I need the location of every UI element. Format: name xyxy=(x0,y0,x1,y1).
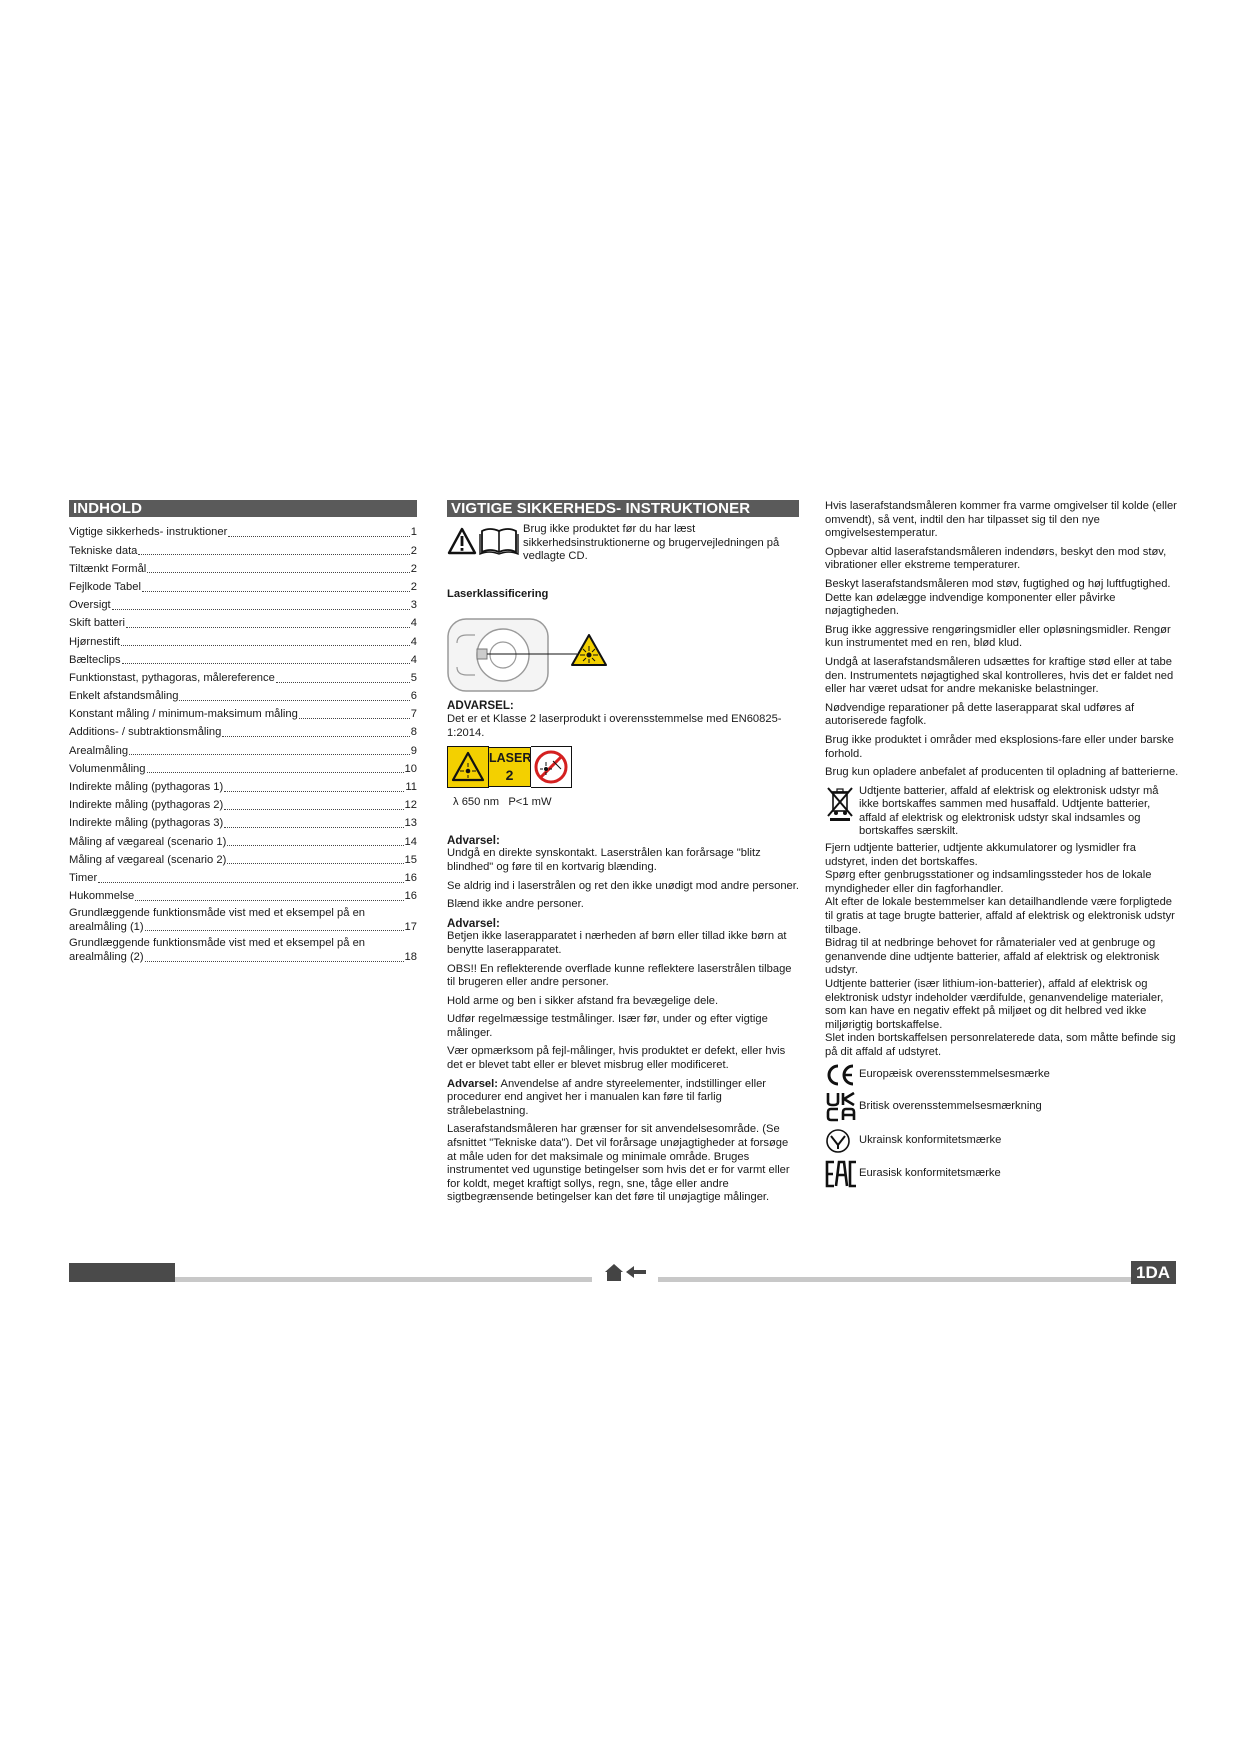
toc-item-page: 11 xyxy=(405,781,417,794)
toc-item[interactable] xyxy=(69,907,417,934)
toc-item-title: Hukommelse xyxy=(69,890,135,903)
toc-item-page: 6 xyxy=(410,690,417,703)
toc-item[interactable] xyxy=(69,798,417,813)
paragraph-blind: Blænd ikke andre personer. xyxy=(447,898,584,911)
eac-mark-label: Eurasisk konformitetsmærke xyxy=(859,1166,1001,1179)
paragraph-arms: Hold arme og ben i sikker afstand fra bevægelige dele. xyxy=(447,994,719,1007)
toc-item[interactable] xyxy=(69,652,417,667)
toc-item[interactable] xyxy=(69,871,417,886)
ukca-mark-icon xyxy=(825,1092,859,1122)
toc-item[interactable] xyxy=(69,743,417,758)
paragraph-faulty: Vær opmærksom på fejl-målinger, hvis produktet er defekt, eller hvis det er blevet tabt eller er blevet misbrug eller modificeret. xyxy=(447,1045,786,1072)
paragraph-moisture: Beskyt laserafstandsmåleren mod støv, fugtighed og høj luftfugtighed. Dette kan ødelægge indvendige komponenter eller påvirke nøjagtigheden. xyxy=(825,577,1171,618)
no-direct-view-icon xyxy=(531,746,572,788)
toc-leader xyxy=(299,718,410,719)
toc-leader xyxy=(145,930,404,931)
toc-leader xyxy=(112,609,410,610)
toc-item-page: 10 xyxy=(404,762,417,775)
toc-leader xyxy=(228,536,409,537)
paragraph-repairs: Nødvendige reparationer på dette laserapparat skal udføres af autoriserede fagfolk. xyxy=(825,701,1135,728)
home-back-icon[interactable] xyxy=(604,1262,648,1283)
ukrainian-conformity-icon xyxy=(825,1128,859,1154)
paragraph-cleaning: Brug ikke aggressive rengøringsmidler eller opløsningsmidler. Rengør kun instrumentet med en ren, blød klud. xyxy=(825,623,1171,650)
toc-item-page: 4 xyxy=(410,617,417,630)
toc-item-title-line1: Grundlæggende funktionsmåde vist med et eksempel på en xyxy=(69,937,366,950)
paragraph-remove-batteries: Fjern udtjente batterier, udtjente akkumulatorer og lysmidler fra udstyret, inden det bortskaffes. xyxy=(825,842,1136,868)
paragraph-temperature: Hvis laserafstandsmåleren kommer fra varme omgivelser til kolde (eller omvendt), så vent, indtil den har tilpasset sig til den nye omgivelsestemperatur. xyxy=(825,500,1177,540)
toc-item-title: Oversigt xyxy=(69,599,111,612)
care-disposal-column xyxy=(825,500,1180,1194)
toc-leader xyxy=(224,827,403,828)
toc-item-title-line2: arealmåling (1) xyxy=(69,920,144,933)
toc-item-page: 16 xyxy=(404,890,417,903)
eac-mark-row xyxy=(825,1160,1180,1188)
toc-item[interactable] xyxy=(69,725,417,740)
toc-item-page: 16 xyxy=(404,871,417,884)
toc-heading: INDHOLD xyxy=(69,500,417,517)
paragraph-raw-materials: Bidrag til at nedbringe behovet for råmaterialer ved at genbruge og genanvende dine udtjente batterier, affald af elektrisk og elektronisk udstyr. xyxy=(825,937,1160,977)
safety-heading: VIGTIGE SIKKERHEDS- INSTRUKTIONER xyxy=(447,500,799,517)
paragraph-retailers: Alt efter de lokale bestemmelser kan detailhandlende være forpligtede til gratis at tage brugte batterier, affald af elektrisk og elektronisk udstyr tilbage. xyxy=(825,896,1175,936)
warning-3 xyxy=(447,1078,799,1119)
eac-mark-icon xyxy=(825,1160,859,1188)
toc-item-title: Additions- / subtraktionsmåling xyxy=(69,726,222,739)
toc-item-page: 1 xyxy=(410,526,417,539)
toc-leader xyxy=(276,682,410,683)
toc-item-page: 14 xyxy=(404,835,417,848)
toc-item-page: 3 xyxy=(410,599,417,612)
toc-item-title: Volumenmåling xyxy=(69,762,146,775)
toc-item[interactable] xyxy=(69,780,417,795)
toc-leader xyxy=(121,645,410,646)
warning-3-text: Anvendelse af andre styreelementer, indstillinger eller procedurer end angivet her i manualen kan føre til farlig strålebelastning. xyxy=(447,1077,767,1117)
advarsel-text: Det er et Klasse 2 laserprodukt i overensstemmelse med EN60825-1:2014. xyxy=(447,712,782,739)
toc-item-title: Bælteclips xyxy=(69,653,121,666)
toc-item[interactable] xyxy=(69,889,417,904)
toc-item[interactable] xyxy=(69,598,417,613)
toc-leader xyxy=(224,791,404,792)
toc-item-page: 2 xyxy=(410,544,417,557)
toc-item[interactable] xyxy=(69,671,417,686)
laser-class-label xyxy=(447,746,799,788)
laser-device-illustration xyxy=(447,613,607,695)
toc-item[interactable] xyxy=(69,543,417,558)
paragraph-shock: Undgå at laserafstandsmåleren udsættes for kraftige stød eller at tabe den. Instrumentets nøjagtighed skal kontrolleres, hvis det er faldet ned eller har været udsat for andre mekaniske belastninger. xyxy=(825,655,1174,696)
toc-item-title: Indirekte måling (pythagoras 1) xyxy=(69,781,224,794)
laser-device-figure xyxy=(447,613,799,695)
toc-item-title: Konstant måling / minimum-maksimum måling xyxy=(69,708,298,721)
ukca-mark-label: Britisk overensstemmelsesmærkning xyxy=(859,1099,1042,1112)
toc-leader xyxy=(227,863,403,864)
weee-text: Udtjente batterier, affald af elektrisk og elektronisk udstyr må ikke bortskaffes sammen med husaffald. Udtjente batterier, affald af elektrisk og elektronisk udstyr skal indsamles og bortskaffes særskilt. xyxy=(859,784,1159,838)
toc-item[interactable] xyxy=(69,761,417,776)
toc-item-page: 4 xyxy=(410,653,417,666)
ce-mark-row xyxy=(825,1064,1180,1086)
paragraph-recycling: Spørg efter genbrugsstationer og indsamlingssteder hos de lokale myndigheder eller din fagforhandler. xyxy=(825,869,1152,895)
toc-item[interactable] xyxy=(69,834,417,849)
page-number: 1DA xyxy=(1131,1261,1176,1284)
toc-item-title: Hjørnestift xyxy=(69,635,120,648)
laser-label-class: 2 xyxy=(505,767,514,784)
toc-item-page: 8 xyxy=(410,726,417,739)
paragraph-valuable-materials: Udtjente batterier (især lithium-ion-batterier), affald af elektrisk og elektronisk udstyr indeholder værdifulde, genanvendelige materialer, som kan have en negativ effekt på miljøet og dit helbred ved ikke miljørigtig bortskaffelse. xyxy=(825,978,1164,1031)
ua-mark-row xyxy=(825,1128,1180,1154)
toc-item-title-line1: Grundlæggende funktionsmåde vist med et eksempel på en xyxy=(69,906,366,919)
toc-item-line2 xyxy=(69,951,417,965)
toc-item-title: Indirekte måling (pythagoras 3) xyxy=(69,817,224,830)
toc-column xyxy=(69,500,417,968)
toc-item-page: 7 xyxy=(410,708,417,721)
toc-item-title: Funktionstast, pythagoras, målereference xyxy=(69,671,275,684)
paragraph-explosion: Brug ikke produktet i områder med eksplosions-fare eller under barske forhold. xyxy=(825,733,1174,760)
warning-1-heading: Advarsel: xyxy=(447,833,500,847)
warning-2-heading: Advarsel: xyxy=(447,916,500,930)
toc-item-title: Tiltænkt Formål xyxy=(69,562,147,575)
toc-item[interactable] xyxy=(69,525,417,540)
toc-leader xyxy=(129,754,410,755)
toc-leader xyxy=(145,961,404,962)
read-manual-text: Brug ikke produktet før du har læst sikkerhedsinstruktionerne og brugervejledningen på vedlagte CD. xyxy=(523,523,780,563)
ce-mark-label: Europæisk overensstemmelsesmærke xyxy=(859,1067,1050,1080)
toc-leader xyxy=(224,809,403,810)
toc-leader xyxy=(138,554,409,555)
toc-item-page: 17 xyxy=(404,920,417,933)
toc-item-page: 12 xyxy=(404,799,417,812)
toc-item-title: Enkelt afstandsmåling xyxy=(69,690,179,703)
toc-item-page: 5 xyxy=(410,671,417,684)
advarsel-heading: ADVARSEL: xyxy=(447,699,514,713)
warning-1-text: Undgå en direkte synskontakt. Laserstrålen kan forårsage "blitz blindhed" og føre til en kortvarig blænding. xyxy=(447,847,761,873)
toc-leader xyxy=(98,882,403,883)
toc-item-title: Fejlkode Tabel xyxy=(69,580,141,593)
toc-item-title: Tekniske data xyxy=(69,544,138,557)
toc-item-page: 9 xyxy=(410,744,417,757)
paragraph-delete-data: Slet inden bortskaffelsen personrelaterede data, som måtte befinde sig på dit affald af udstyret. xyxy=(825,1032,1176,1058)
toc-item-page: 13 xyxy=(404,817,417,830)
crossed-bin-icon xyxy=(825,785,855,821)
laser-label-text: LASER xyxy=(489,751,532,766)
warning-triangle-icon xyxy=(447,527,477,555)
toc-item[interactable] xyxy=(69,561,417,576)
toc-leader xyxy=(142,591,410,592)
ce-mark-icon xyxy=(825,1064,859,1086)
paragraph-obs: OBS!! En reflekterende overflade kunne reflektere laserstrålen tilbage til brugeren eller andre personer. xyxy=(447,962,792,989)
toc-item-title: Indirekte måling (pythagoras 2) xyxy=(69,799,224,812)
toc-item[interactable] xyxy=(69,937,417,964)
toc-leader xyxy=(222,736,409,737)
toc-item-page: 15 xyxy=(404,853,417,866)
toc-item-title: Måling af vægareal (scenario 1) xyxy=(69,835,227,848)
toc-item[interactable] xyxy=(69,616,417,631)
toc-item-page: 2 xyxy=(410,562,417,575)
toc-item-title: Timer xyxy=(69,871,98,884)
ua-mark-label: Ukrainsk konformitetsmærke xyxy=(859,1133,1002,1146)
footer-bar-left xyxy=(69,1263,175,1282)
toc-item-line2 xyxy=(69,921,417,935)
toc-item[interactable] xyxy=(69,852,417,867)
paragraph-storage: Opbevar altid laserafstandsmåleren indendørs, beskyt den mod støv, vibrationer eller ekstreme temperaturer. xyxy=(825,545,1167,572)
ukca-mark-row xyxy=(825,1092,1180,1122)
toc-leader xyxy=(135,900,403,901)
weee-notice xyxy=(825,785,1180,839)
toc-item[interactable] xyxy=(69,816,417,831)
warning-2-text: Betjen ikke laserapparatet i nærheden af børn eller tillad ikke børn at benytte laserapparatet. xyxy=(447,930,787,956)
toc-item-page: 4 xyxy=(410,635,417,648)
toc-item[interactable] xyxy=(69,634,417,649)
read-manual-notice xyxy=(447,523,799,564)
toc-item-page: 18 xyxy=(404,950,417,963)
toc-item[interactable] xyxy=(69,689,417,704)
toc-leader xyxy=(147,572,409,573)
safety-column xyxy=(447,500,799,1210)
paragraph-chargers: Brug kun opladere anbefalet af producenten til opladning af batterierne. xyxy=(825,766,1179,779)
toc-item[interactable] xyxy=(69,707,417,722)
toc-item-page: 2 xyxy=(410,580,417,593)
toc-item-title: Vigtige sikkerheds- instruktioner xyxy=(69,526,228,539)
warning-3-heading: Advarsel: xyxy=(447,1077,498,1090)
toc-leader xyxy=(126,627,410,628)
toc-leader xyxy=(227,845,403,846)
toc-leader xyxy=(147,772,404,773)
laser-class-heading: Laserklassificering xyxy=(447,587,549,600)
toc-leader xyxy=(179,700,409,701)
wavelength-power: λ 650 nm P<1 mW xyxy=(453,796,552,809)
laser-class-box xyxy=(489,747,531,787)
toc-item[interactable] xyxy=(69,580,417,595)
manual-book-icon xyxy=(479,525,519,555)
toc-leader xyxy=(122,663,410,664)
toc-item-title: Måling af vægareal (scenario 2) xyxy=(69,853,227,866)
toc-item-title: Arealmåling xyxy=(69,744,129,757)
toc-item-title-line2: arealmåling (2) xyxy=(69,950,144,963)
paragraph-test: Udfør regelmæssige testmålinger. Især før, under og efter vigtige målinger. xyxy=(447,1013,768,1039)
paragraph-limits: Laserafstandsmåleren har grænser for sit anvendelsesområde. (Se afsnittet "Tekniske data"). Det vil forårsage unøjagtigheder at forsøge at måle uden for det maksimale og minimale område. Bruges instrumentet ved ugunstige betingelser som hvis det er for varmt eller for koldt, meget kraftigt sollys, regn, sne, tåge eller andre sigtbegrænsende betingelser kan det føre til unøjagtige målinger. xyxy=(447,1123,790,1204)
paragraph-look: Se aldrig ind i laserstrålen og ret den ikke unødigt mod andre personer. xyxy=(447,879,799,892)
toc-list xyxy=(69,525,417,965)
laser-warning-icon xyxy=(447,746,489,788)
toc-item-title: Skift batteri xyxy=(69,617,125,630)
